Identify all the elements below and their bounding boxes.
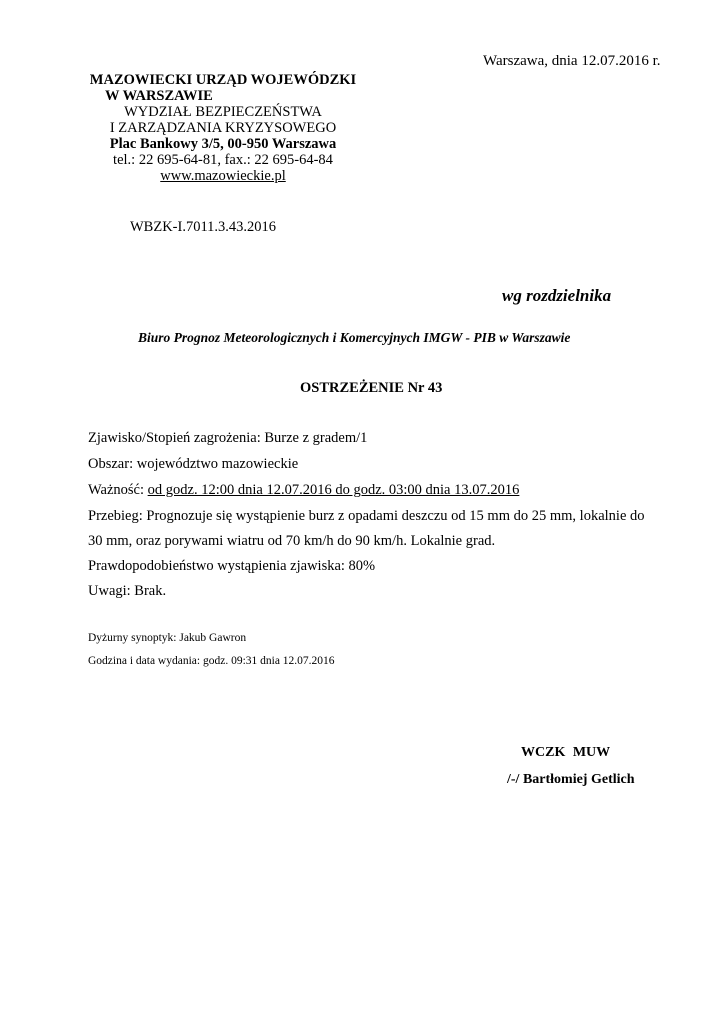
duty-forecaster: Dyżurny synoptyk: Jakub Gawron — [88, 632, 247, 644]
recipient-line: wg rozdzielnika — [502, 286, 612, 305]
warning-validity-value: od godz. 12:00 dnia 12.07.2016 do godz. 03:00 dnia 13.07.2016 — [147, 482, 520, 498]
warning-course-line1: Przebieg: Prognozuje się wystąpienie burz z opadami deszczu od 15 mm do 25 mm, lokalnie do — [88, 508, 645, 524]
sender-office-city: W WARSZAWIE — [105, 88, 213, 104]
sender-office-name: MAZOWIECKI URZĄD WOJEWÓDZKI — [89, 72, 357, 88]
warning-title: OSTRZEŻENIE Nr 43 — [300, 380, 443, 396]
warning-validity-label: Ważność: — [88, 482, 148, 498]
sender-block — [82, 72, 364, 184]
sender-phone-fax: tel.: 22 695-64-81, fax.: 22 695-64-84 — [113, 152, 333, 168]
sender-department-line2: I ZARZĄDZANIA KRYZYSOWEGO — [109, 120, 337, 136]
sender-address: Plac Bankowy 3/5, 00-950 Warszawa — [109, 136, 337, 152]
signature-organization: WCZK MUW — [521, 745, 611, 760]
warning-course-line2: 30 mm, oraz porywami wiatru od 70 km/h do 90 km/h. Lokalnie grad. — [88, 533, 496, 549]
reference-number: WBZK-I.7011.3.43.2016 — [130, 219, 277, 235]
warning-area: Obszar: województwo mazowieckie — [88, 456, 299, 472]
warning-probability: Prawdopodobieństwo wystąpienia zjawiska: 80% — [88, 558, 376, 574]
issue-time: Godzina i data wydania: godz. 09:31 dnia 12.07.2016 — [88, 655, 335, 667]
issuing-bureau: Biuro Prognoz Meteorologicznych i Komercyjnych IMGW - PIB w Warszawie — [138, 330, 571, 345]
warning-validity — [88, 482, 519, 499]
warning-remarks: Uwagi: Brak. — [88, 583, 167, 599]
warning-phenomenon: Zjawisko/Stopień zagrożenia: Burze z gradem/1 — [88, 430, 368, 446]
signature-name: /-/ Bartłomiej Getlich — [507, 772, 635, 787]
sender-department-line1: WYDZIAŁ BEZPIECZEŃSTWA — [124, 104, 322, 120]
document-date: Warszawa, dnia 12.07.2016 r. — [483, 53, 661, 69]
sender-website-link[interactable]: www.mazowieckie.pl — [160, 168, 286, 184]
